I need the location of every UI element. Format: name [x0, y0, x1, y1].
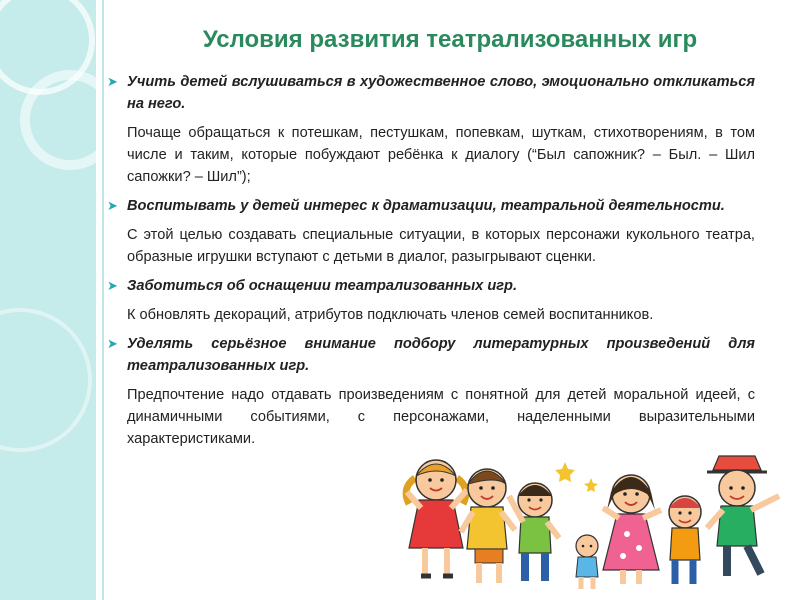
list-item	[107, 71, 755, 188]
arrow-bullet-icon: ➤	[107, 74, 118, 89]
item-text: К обновлять декораций, атрибутов подключать членов семей воспитанников.	[127, 307, 654, 323]
item-heading: Уделять серьёзное внимание подбору литературных произведений для театрализованных игр.	[127, 336, 755, 374]
list-item	[107, 333, 755, 450]
child-girl-1	[406, 460, 467, 576]
item-text: Предпочтение надо отдавать произведениям с понятной для детей моральной идеей, с динамичными событиями, с персонажами, наделенными выразительными характеристиками.	[127, 387, 755, 447]
child-small-1	[576, 535, 598, 589]
decor-divider	[102, 0, 104, 600]
item-heading: Заботиться об оснащении театрализованных игр.	[127, 278, 518, 294]
item-text: Почаще обращаться к потешкам, пестушкам, попевкам, шуткам, стихотворениям, в том числе и таким, которые побуждают ребёнка к диалогу (“Был сапожник? – Был. – Шил сапожки? – Шил”);	[127, 125, 755, 185]
list-item	[107, 195, 755, 268]
arrow-bullet-icon: ➤	[107, 336, 118, 351]
child-boy-1	[461, 469, 515, 583]
item-text: С этой целью создавать специальные ситуации, в которых персонажи кукольного театра, образные игрушки вступают с детьми в диалог, разыгрывают сценки.	[127, 227, 755, 265]
list-item	[107, 275, 755, 326]
child-girl-2	[603, 475, 661, 584]
slide-title: Условия развития театрализованных игр	[202, 26, 698, 53]
arrow-bullet-icon: ➤	[107, 198, 118, 213]
decor-circles	[0, 0, 96, 600]
item-heading: Воспитывать у детей интерес к драматизации, театральной деятельности.	[127, 198, 725, 214]
item-heading: Учить детей вслушиваться в художественное слово, эмоционально откликаться на него.	[127, 74, 755, 112]
child-boy-4	[707, 456, 779, 576]
slide-content	[107, 71, 755, 457]
child-boy-3	[669, 496, 701, 584]
left-decor-band	[0, 0, 96, 600]
children-illustration	[395, 438, 791, 598]
arrow-bullet-icon: ➤	[107, 278, 118, 293]
child-boy-2	[509, 483, 559, 581]
